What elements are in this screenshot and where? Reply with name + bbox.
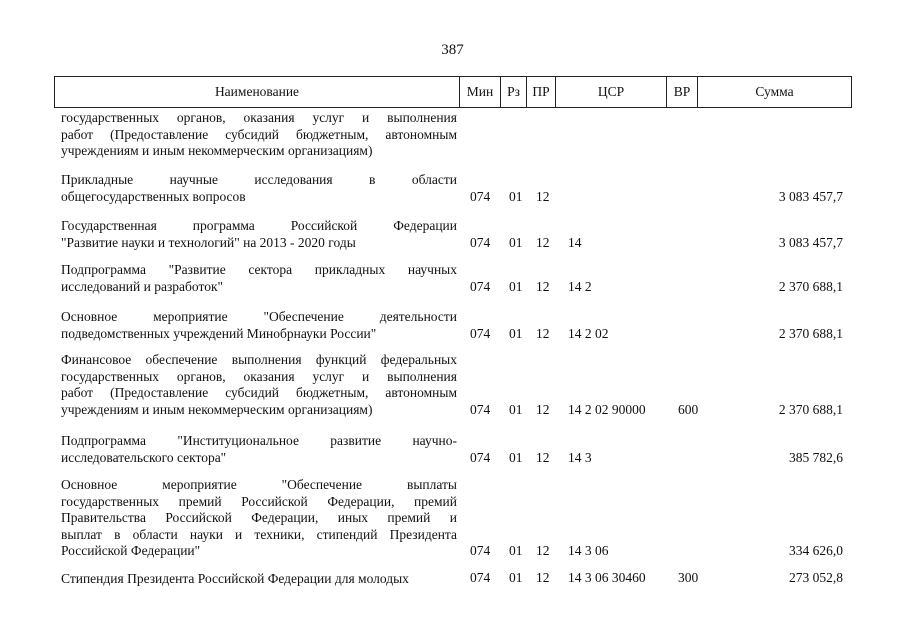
row-min: 074 — [470, 543, 491, 558]
row-rz: 01 — [509, 188, 523, 204]
header-name: Наименование — [55, 77, 460, 108]
row-min: 074 — [470, 188, 491, 204]
row-name — [61, 433, 457, 466]
row-pr: 12 — [536, 278, 550, 294]
row-csr: 14 2 02 90000 — [568, 401, 646, 417]
header-csr: ЦСР — [556, 77, 667, 108]
row-name-line: выплат в области науки и техники, стипендий Президента — [61, 526, 457, 542]
row-csr: 14 2 — [568, 278, 592, 294]
row-name-line: Стипендия Президента Российской Федерации для молодых — [61, 571, 409, 586]
row-sum: 2 370 688,1 — [778, 278, 843, 294]
row-rz: 01 — [509, 278, 523, 294]
header-rz: Рз — [501, 77, 527, 108]
row-rz: 01 — [509, 449, 523, 465]
row-name-line: исследовательского сектора" — [61, 449, 227, 465]
row-name-line: государственных органов, оказания услуг и выполнения — [61, 110, 457, 125]
row-pr: 12 — [536, 325, 550, 341]
row-min: 074 — [470, 234, 491, 250]
row-name-line: Правительства Российской Федерации, иных премий и — [61, 510, 457, 525]
row-name-line: государственных органов, оказания услуг и выполнения — [61, 368, 457, 384]
row-rz: 01 — [509, 543, 523, 558]
row-pr: 12 — [536, 570, 550, 585]
row-min: 074 — [470, 570, 491, 585]
row-min: 074 — [470, 401, 491, 417]
row-name — [61, 309, 457, 342]
row-name-line: Подпрограмма "Развитие сектора прикладных научных — [61, 262, 457, 277]
row-rz: 01 — [509, 570, 523, 585]
row-sum: 3 083 457,7 — [778, 188, 843, 204]
row-sum: 3 083 457,7 — [778, 234, 843, 250]
row-name-line: Основное мероприятие "Обеспечение деятельности — [61, 309, 457, 324]
row-rz: 01 — [509, 401, 523, 417]
row-name-line: работ (Предоставление субсидий бюджетным, автономным — [61, 126, 457, 142]
row-rz: 01 — [509, 325, 523, 341]
row-name-line: "Развитие науки и технологий" на 2013 - 2020 годы — [61, 234, 356, 250]
header-pr: ПР — [527, 77, 556, 108]
row-pr: 12 — [536, 234, 550, 250]
row-csr: 14 3 06 30460 — [568, 570, 646, 585]
row-pr: 12 — [536, 543, 550, 558]
row-name-line: подведомственных учреждений Минобрнауки России" — [61, 325, 377, 341]
row-name-line: Государственная программа Российской Федерации — [61, 218, 457, 233]
row-name-line: общегосударственных вопросов — [61, 188, 246, 204]
row-csr: 14 2 02 — [568, 325, 609, 341]
row-rz: 01 — [509, 234, 523, 250]
row-name-line: Основное мероприятие "Обеспечение выплаты — [61, 477, 457, 492]
row-vr: 600 — [678, 401, 699, 417]
row-csr: 14 3 06 — [568, 543, 609, 558]
row-sum: 385 782,6 — [789, 449, 843, 465]
row-sum: 334 626,0 — [789, 543, 843, 558]
row-name-line: Финансовое обеспечение выполнения функций федеральных — [61, 352, 457, 367]
row-pr: 12 — [536, 188, 550, 204]
row-name — [61, 262, 457, 295]
page-number: 387 — [441, 42, 464, 58]
header-min: Мин — [460, 77, 501, 108]
row-pr: 12 — [536, 401, 550, 417]
row-sum: 273 052,8 — [789, 570, 843, 585]
row-csr: 14 3 — [568, 449, 592, 465]
row-name-line: учреждениям и иным некоммерческим организациям) — [61, 143, 373, 158]
row-name — [61, 477, 457, 560]
row-name — [61, 172, 457, 205]
row-name-line: Подпрограмма "Институциональное развитие научно- — [61, 433, 457, 448]
row-name-line: исследований и разработок" — [61, 278, 224, 294]
row-pr: 12 — [536, 449, 550, 465]
row-name-line: Прикладные научные исследования в области — [61, 172, 457, 187]
row-sum: 2 370 688,1 — [778, 325, 843, 341]
row-min: 074 — [470, 325, 491, 341]
header-sum: Сумма — [698, 77, 852, 108]
row-min: 074 — [470, 449, 491, 465]
row-name — [61, 110, 457, 160]
row-name-line: Российской Федерации" — [61, 543, 201, 558]
row-name — [61, 352, 457, 418]
row-name-line: учреждениям и иным некоммерческим организациям) — [61, 401, 373, 417]
row-vr: 300 — [678, 570, 699, 585]
row-name — [61, 571, 457, 588]
row-name-line: государственных премий Российской Федерации, премий — [61, 493, 457, 509]
row-min: 074 — [470, 278, 491, 294]
header-vr: ВР — [667, 77, 698, 108]
row-csr: 14 — [568, 234, 582, 250]
row-name — [61, 218, 457, 251]
row-sum: 2 370 688,1 — [778, 401, 843, 417]
row-name-line: работ (Предоставление субсидий бюджетным, автономным — [61, 385, 457, 400]
